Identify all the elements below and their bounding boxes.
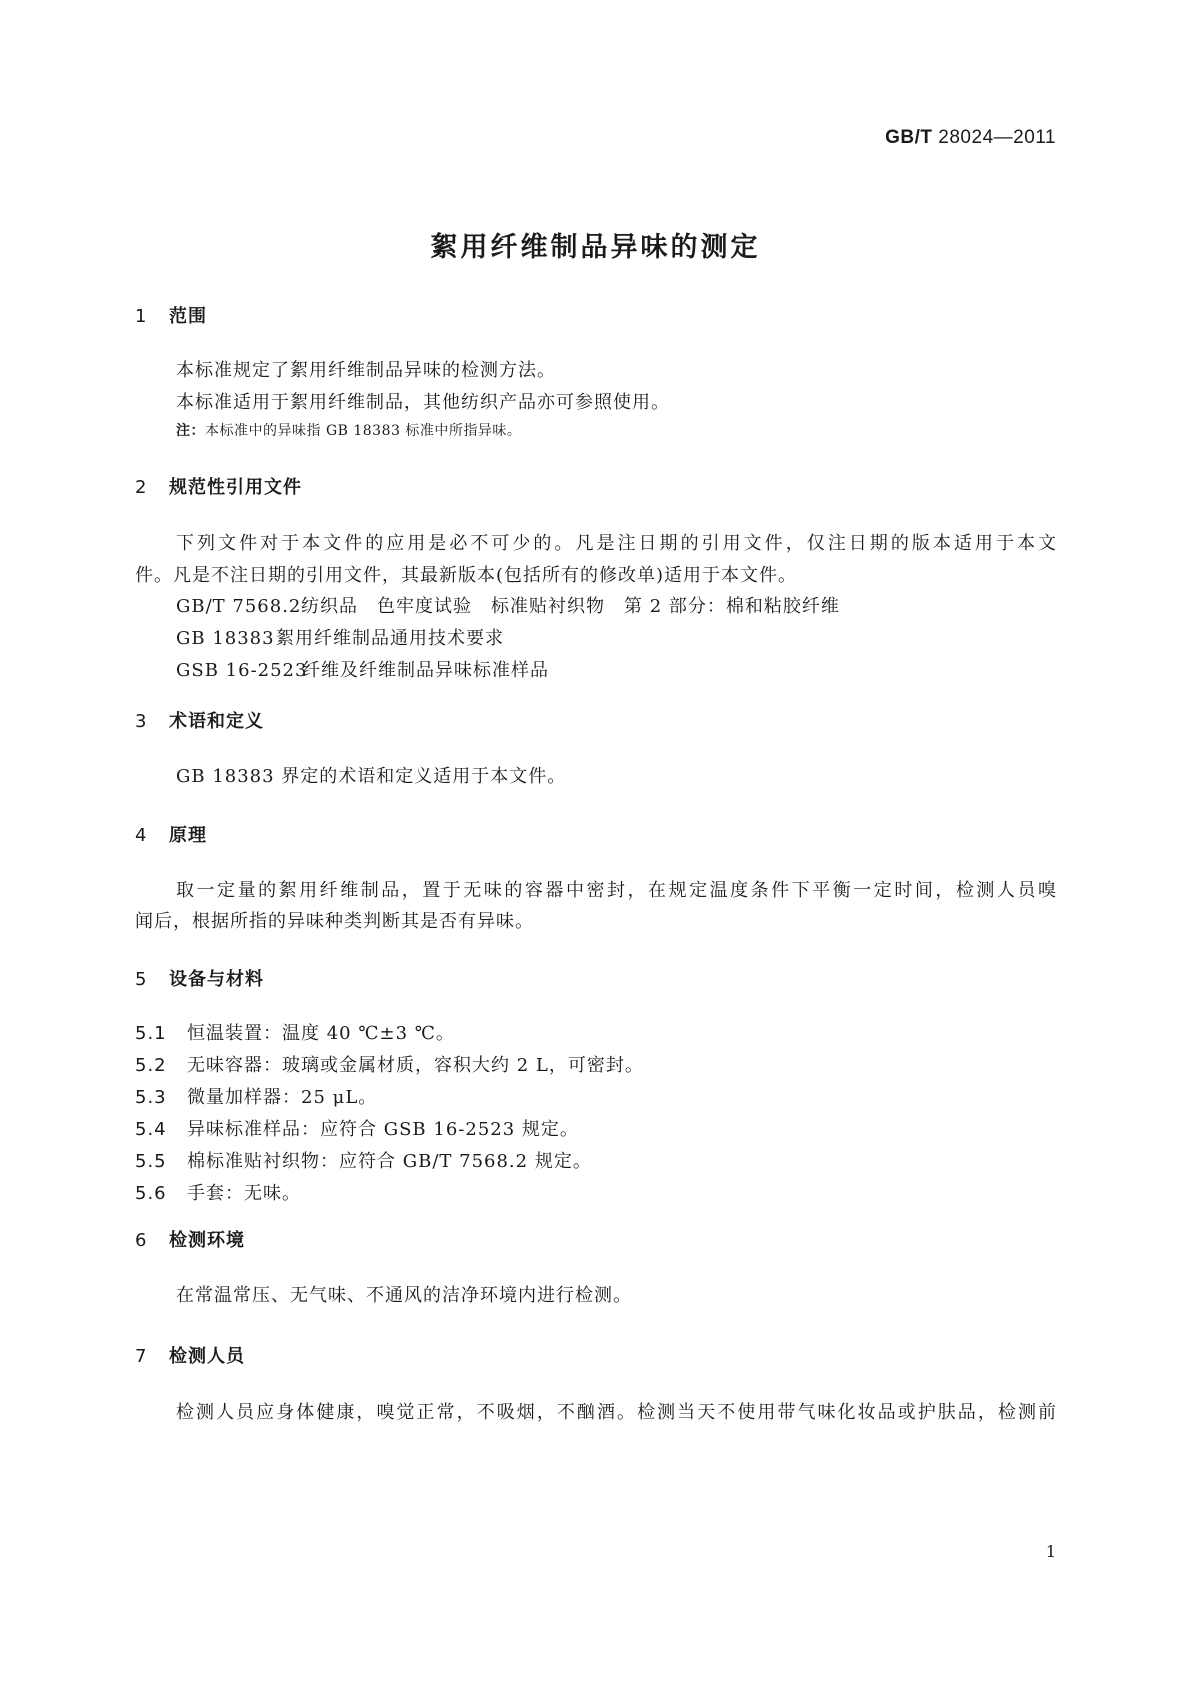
clause-text: 微量加样器：25 μL。	[187, 1087, 378, 1108]
section-6-heading	[135, 1226, 245, 1252]
section-5-heading	[135, 965, 264, 991]
clause-item	[135, 1083, 377, 1109]
page-number: 1	[1045, 1542, 1056, 1561]
section-number: 3	[135, 711, 148, 732]
clause-number: 5.6	[135, 1183, 167, 1204]
section-number: 2	[135, 477, 148, 498]
paragraph-line: 闻后，根据所指的异味种类判断其是否有异味。	[135, 911, 534, 932]
note-text: 本标准中的异味指 GB 18383 标准中所指异味。	[205, 423, 522, 439]
section-7-heading	[135, 1342, 245, 1368]
clause-text: 棉标准贴衬织物：应符合 GB/T 7568.2 规定。	[187, 1151, 592, 1172]
paragraph: 在常温常压、无气味、不通风的洁净环境内进行检测。	[176, 1285, 632, 1306]
section-3-heading	[135, 707, 264, 733]
reference-title: 絮用纤维制品通用技术要求	[276, 628, 504, 649]
section-title: 设备与材料	[169, 969, 264, 990]
clause-text: 异味标准样品：应符合 GSB 16-2523 规定。	[187, 1119, 579, 1140]
paragraph-line: 下列文件对于本文件的应用是必不可少的。凡是注日期的引用文件，仅注日期的版本适用于本文	[176, 533, 1057, 554]
section-number: 6	[135, 1230, 148, 1251]
paragraph-line: 取一定量的絮用纤维制品，置于无味的容器中密封，在规定温度条件下平衡一定时间，检测人员嗅	[176, 880, 1057, 901]
standard-code-prefix: GB/T	[885, 127, 933, 148]
paragraph: GB 18383 界定的术语和定义适用于本文件。	[176, 766, 567, 787]
clause-number: 5.1	[135, 1023, 167, 1044]
paragraph-line: 件。凡是不注日期的引用文件，其最新版本(包括所有的修改单)适用于本文件。	[135, 565, 798, 586]
clause-item	[135, 1179, 301, 1205]
clause-text: 手套：无味。	[187, 1183, 301, 1204]
reference-title: 纤维及纤维制品异味标准样品	[302, 660, 549, 681]
section-number: 1	[135, 306, 148, 327]
section-1-heading	[135, 302, 207, 328]
standard-code	[885, 127, 1056, 149]
reference-code: GB 18383	[176, 628, 275, 649]
reference-item	[176, 592, 840, 618]
note-label: 注：	[176, 423, 205, 439]
section-title: 检测人员	[169, 1346, 245, 1367]
reference-code: GSB 16-2523	[176, 660, 308, 681]
section-4-heading	[135, 821, 207, 847]
paragraph: 本标准适用于絮用纤维制品，其他纺织产品亦可参照使用。	[176, 392, 670, 413]
clause-number: 5.2	[135, 1055, 167, 1076]
section-2-heading	[135, 473, 302, 499]
section-title: 术语和定义	[169, 711, 264, 732]
reference-item	[176, 624, 504, 650]
clause-text: 恒温装置：温度 40 ℃±3 ℃。	[187, 1023, 455, 1044]
section-title: 原理	[169, 825, 207, 846]
clause-item	[135, 1051, 644, 1077]
reference-code: GB/T 7568.2	[176, 596, 302, 617]
document-title: 絮用纤维制品异味的测定	[430, 232, 761, 263]
note	[176, 420, 521, 440]
clause-item	[135, 1115, 579, 1141]
clause-item	[135, 1019, 455, 1045]
clause-number: 5.3	[135, 1087, 167, 1108]
section-title: 检测环境	[169, 1230, 245, 1251]
reference-title: 纺织品 色牢度试验 标准贴衬织物 第 2 部分：棉和粘胶纤维	[301, 596, 840, 617]
section-title: 规范性引用文件	[169, 477, 302, 498]
section-title: 范围	[169, 306, 207, 327]
reference-item	[176, 656, 549, 682]
paragraph: 本标准规定了絮用纤维制品异味的检测方法。	[176, 360, 556, 381]
section-number: 4	[135, 825, 148, 846]
paragraph-line: 检测人员应身体健康，嗅觉正常，不吸烟，不酗酒。检测当天不使用带气味化妆品或护肤品，检测前	[176, 1402, 1057, 1423]
section-number: 5	[135, 969, 148, 990]
clause-item	[135, 1147, 592, 1173]
section-number: 7	[135, 1346, 148, 1367]
clause-text: 无味容器：玻璃或金属材质，容积大约 2 L，可密封。	[187, 1055, 644, 1076]
clause-number: 5.5	[135, 1151, 167, 1172]
standard-code-number: 28024—2011	[938, 127, 1056, 148]
clause-number: 5.4	[135, 1119, 167, 1140]
